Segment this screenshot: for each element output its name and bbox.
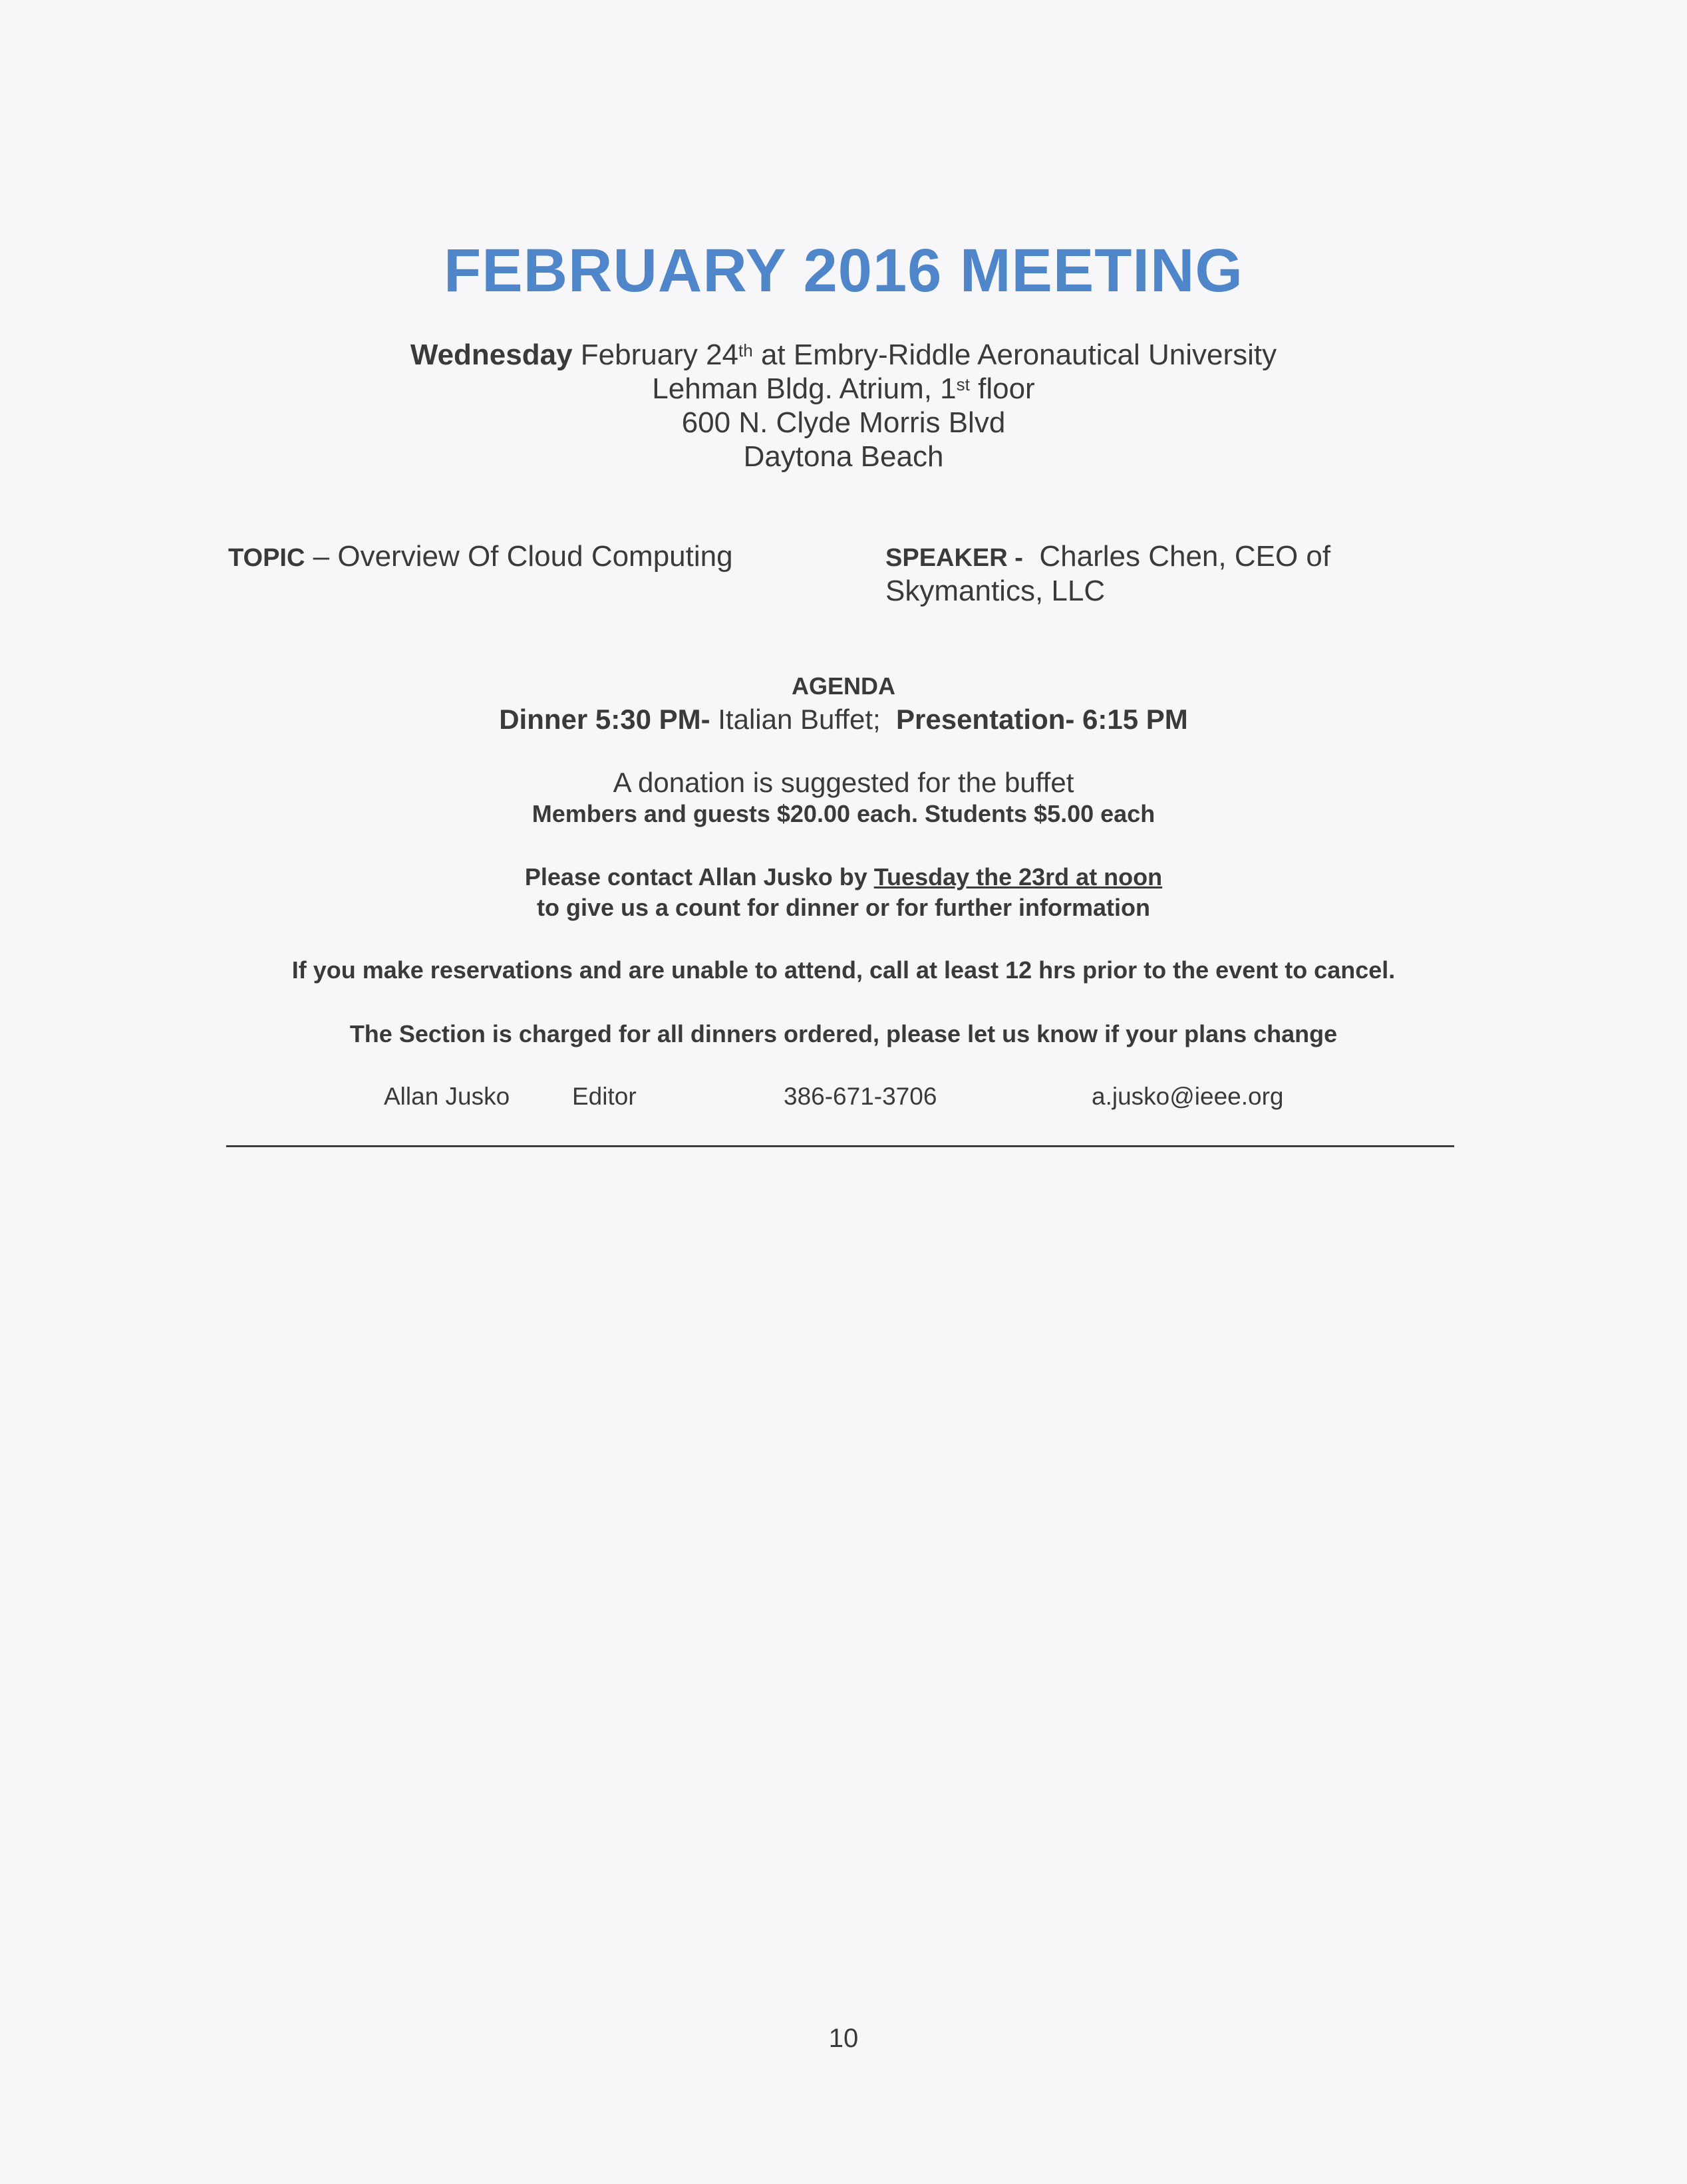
contact-deadline: Tuesday the 23rd at noon — [873, 863, 1163, 890]
topic-value: Overview Of Cloud Computing — [337, 540, 733, 573]
venue-date-suffix: th — [738, 341, 753, 360]
speaker-value-line2: Skymantics, LLC — [885, 575, 1106, 607]
page-number: 10 — [828, 2024, 859, 2053]
dinner-value: Italian Buffet; — [710, 704, 881, 735]
editor-role: Editor — [572, 1083, 637, 1110]
contact-line-1 — [0, 862, 1687, 892]
venue-street: 600 N. Clyde Morris Blvd — [681, 406, 1006, 439]
presentation-label: Presentation — [896, 704, 1066, 735]
editor-phone: 386-671-3706 — [784, 1083, 937, 1110]
donation-line: A donation is suggested for the buffet — [613, 767, 1074, 798]
section-divider — [226, 1145, 1454, 1147]
agenda-heading: AGENDA — [791, 672, 895, 700]
charged-notice: The Section is charged for all dinners ordered, please let us know if your plans change — [349, 1020, 1338, 1047]
cancel-notice: If you make reservations and are unable to attend, call at least 12 hrs prior to the event to cancel. — [291, 956, 1396, 984]
venue-location: at Embry-Riddle Aeronautical University — [752, 339, 1277, 371]
agenda-line — [0, 701, 1687, 738]
venue-floor-word: floor — [969, 372, 1035, 405]
speaker-label: SPEAKER - — [885, 544, 1023, 572]
meeting-title: FEBRUARY 2016 MEETING — [444, 237, 1243, 305]
dinner-label: Dinner 5:30 PM- — [499, 704, 710, 735]
topic-label: TOPIC — [228, 544, 305, 572]
venue-floor-suffix: st — [956, 374, 970, 394]
editor-name: Allan Jusko — [384, 1083, 510, 1110]
speaker-block — [885, 540, 1378, 608]
venue-weekday: Wednesday — [410, 339, 573, 371]
topic-separator: – — [305, 540, 338, 573]
speaker-value-line1: Charles Chen, CEO of — [1039, 540, 1331, 573]
venue-date: February 24 — [572, 339, 739, 371]
topic-block — [228, 540, 733, 575]
venue-building: Lehman Bldg. Atrium, 1 — [652, 372, 957, 405]
donation-prices: Members and guests $20.00 each. Students $5.00 each — [532, 800, 1155, 827]
contact-line-2: to give us a count for dinner or for further information — [536, 894, 1150, 921]
venue-city: Daytona Beach — [743, 440, 944, 473]
presentation-time: - 6:15 PM — [1065, 704, 1188, 735]
contact-prefix: Please contact Allan Jusko by — [524, 863, 874, 890]
editor-email: a.jusko@ieee.org — [1092, 1083, 1284, 1110]
speaker-line-1 — [885, 540, 1378, 575]
venue-date-line — [0, 338, 1687, 372]
venue-block — [0, 338, 1687, 474]
venue-building-line — [0, 372, 1687, 406]
